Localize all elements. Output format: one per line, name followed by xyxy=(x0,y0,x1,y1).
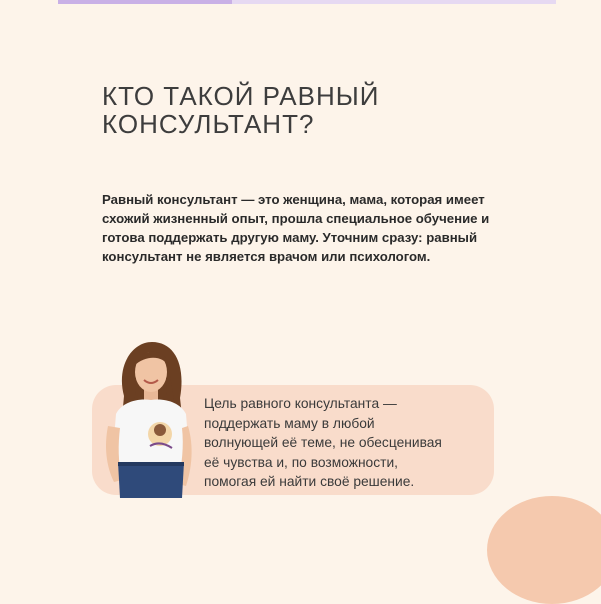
progress-fill xyxy=(58,0,232,4)
card-text xyxy=(204,394,494,492)
decorative-blob xyxy=(487,496,601,604)
card-text-line: поддержать маму в любой xyxy=(204,415,375,431)
consultant-photo xyxy=(98,336,202,498)
page-title-line: КОНСУЛЬТАНТ? xyxy=(102,109,315,139)
card-text-line: помогая ей найти своё решение. xyxy=(204,474,415,489)
intro-paragraph: Равный консультант — это женщина, мама, которая имеет схожий жизненный опыт, прошла специальное обучение и готова поддержать другую маму. Уточним сразу: равный консультант не является врачом или психологом. xyxy=(102,192,490,264)
page-title xyxy=(102,82,522,138)
card-text-line: её чувства и, по возможности, xyxy=(204,454,398,470)
page-title-line: КТО ТАКОЙ РАВНЫЙ xyxy=(102,81,380,111)
progress-bar xyxy=(58,0,556,4)
card-text-line: волнующей её теме, не обесценивая xyxy=(204,435,442,450)
card-text-line: Цель равного консультанта — xyxy=(204,396,397,411)
